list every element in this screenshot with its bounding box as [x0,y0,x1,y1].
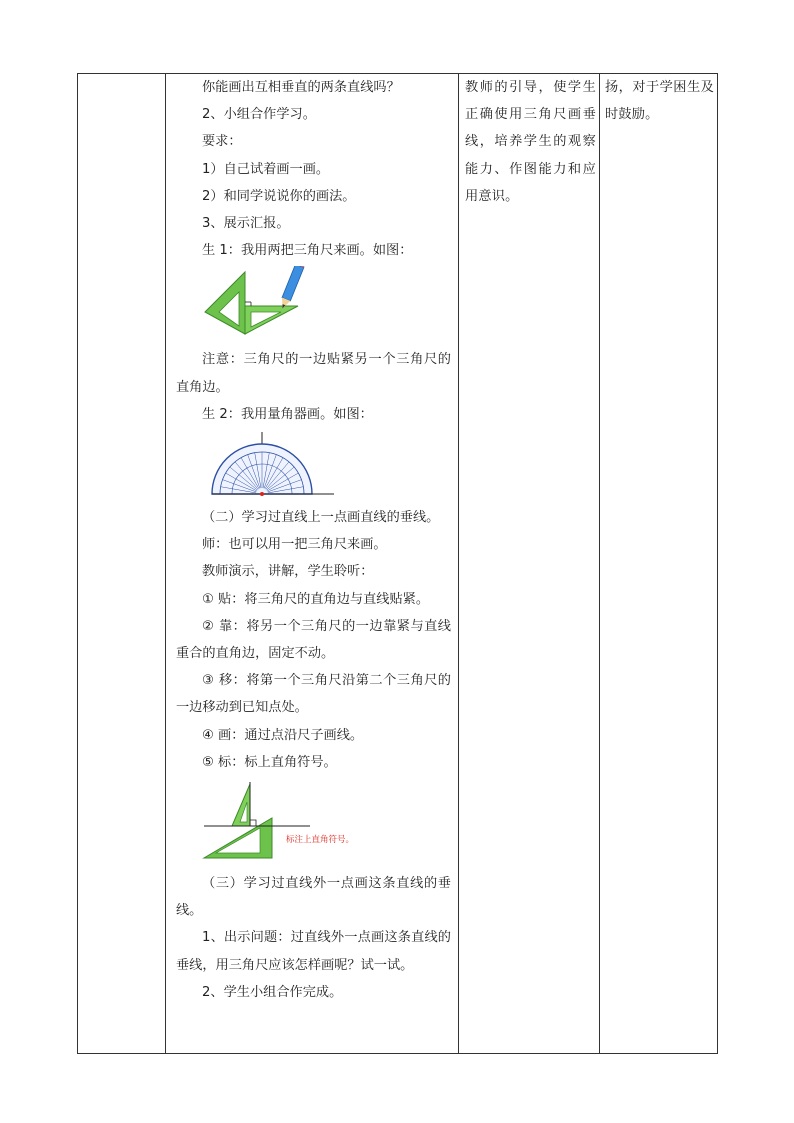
text-line: 要求： [202,134,242,150]
text-line: 1）自己试着画一画。 [202,161,330,177]
two-set-squares-figure [203,266,313,342]
step-item: ③ 移：将第一个三角尺沿第二个三角尺的一边移动到已知点处。 [176,673,451,716]
protractor-figure [210,430,340,500]
text-line: 生 1：我用两把三角尺来画。如图： [202,243,413,259]
text-line: 教师演示，讲解，学生聆听： [202,564,374,580]
figure-annotation: 标注上直角符号。 [286,835,355,846]
text-line: 2、学生小组合作完成。 [202,984,343,1000]
design-intent-column [459,74,600,1053]
remarks-column [600,74,718,1053]
design-intent-text: 教师的引导，使学生正确使用三角尺画垂线，培养学生的观察能力、作图能力和应用意识。 [465,80,596,204]
step-item: ② 靠：将另一个三角尺的一边靠紧与直线重合的直角边，固定不动。 [176,618,451,662]
text-line: 1、出示问题：过直线外一点画这条直线的垂线，用三角尺应该怎样画呢？试一试。 [176,930,451,973]
note-text: 注意：三角尺的一边贴紧另一个三角尺的直角边。 [176,352,451,395]
right-angle-mark-figure [202,782,372,864]
section-heading: （二）学习过直线上一点画直线的垂线。 [202,510,440,526]
text-line: 师：也可以用一把三角尺来画。 [202,537,387,553]
step-item: ① 贴：将三角尺的直角边与直线贴紧。 [202,591,430,607]
remarks-text: 扬，对于学困生及时鼓励。 [605,80,714,123]
text-line: 2、小组合作学习。 [202,107,316,123]
text-line: 3、展示汇报。 [202,216,290,232]
text-line: 2）和同学说说你的画法。 [202,188,356,204]
step-item: ⑤ 标：标上直角符号。 [202,754,337,770]
text-line: 生 2：我用量角器画。如图： [202,406,373,422]
teaching-process-column [166,74,459,1053]
section-heading: （三）学习过直线外一点画这条直线的垂线。 [176,876,451,919]
text-line: 你能画出互相垂直的两条直线吗？ [202,80,400,95]
step-item: ④ 画：通过点沿尺子画线。 [202,727,364,743]
lesson-table [77,73,718,1054]
